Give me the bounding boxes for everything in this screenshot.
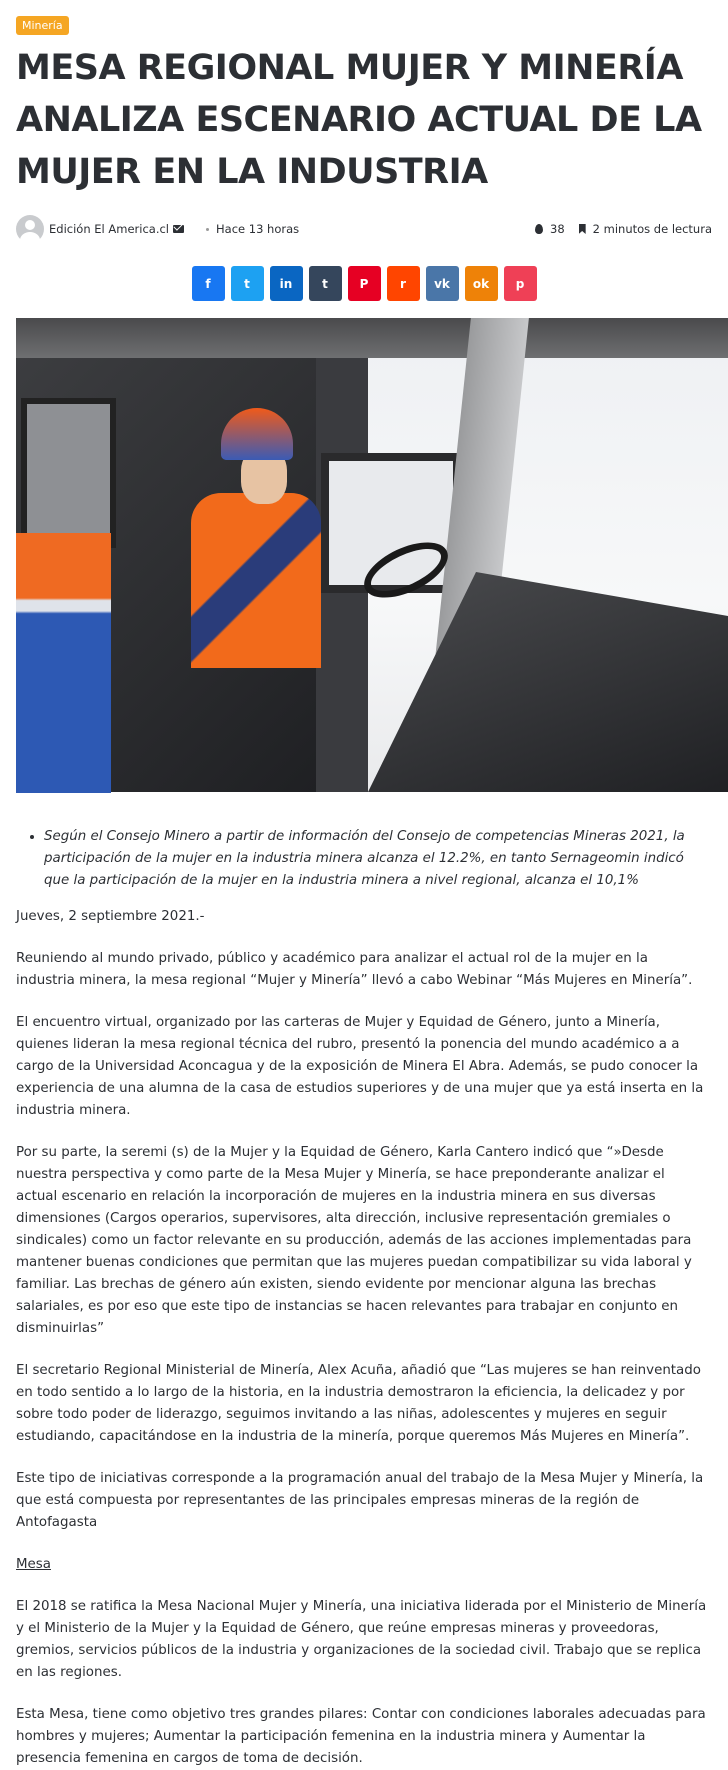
pocket-share-button[interactable] xyxy=(504,266,537,301)
article-photo xyxy=(16,318,728,792)
reddit-share-button[interactable] xyxy=(387,266,420,301)
separator-dot xyxy=(206,228,209,231)
author-link[interactable]: Edición El America.cl xyxy=(49,222,169,236)
paragraph-2: El encuentro virtual, organizado por las carteras de Mujer y Equidad de Género, junto a Minería, quienes lideran la mesa regional técnica del rubro, presentó la ponencia del mundo académico a a cargo de la Universidad Aconcagua y de la exposición de Minera El Abra. Además, se pudo conocer la experiencia de una alumna de la casa de estudios superiores y de una mujer que ya está inserta en la industria minera. xyxy=(16,1015,704,1118)
summary-list xyxy=(44,826,704,892)
flame-icon xyxy=(535,224,543,234)
bookmark-icon xyxy=(579,224,586,234)
share-bar xyxy=(16,266,712,301)
envelope-icon[interactable] xyxy=(173,225,184,233)
paragraph-5: Este tipo de iniciativas corresponde a la programación anual del trabajo de la Mesa Mujer y Minería, la que está compuesta por representantes de las principales empresas mineras de la región de Antofagasta xyxy=(16,1471,704,1530)
summary-item: • Según el Consejo Minero a partir de información del Consejo de competencias Mineras 2021, la participación de la mujer en la industria minera alcanza el 12.2%, en tanto Sernageomin indicó que la participación de la mujer en la industria minera a nivel regional, alcanza el 10,1% xyxy=(44,826,704,892)
article-title: MESA REGIONAL MUJER Y MINERÍA ANALIZA ESCENARIO ACTUAL DE LA MUJER EN LA INDUSTRIA xyxy=(16,48,702,192)
vk-icon: vk xyxy=(434,276,450,291)
paragraph-6: El 2018 se ratifica la Mesa Nacional Mujer y Minería, una iniciativa liderada por el Ministerio de Minería y el Ministerio de la Mujer y la Equidad de Género, que reúne empresas mineras y proveedoras, gremios, servicios públicos de la industria y organizaciones de la sociedad civil. Trabajo que se replica en las regiones. xyxy=(16,1599,707,1680)
facebook-icon: f xyxy=(205,276,211,291)
linkedin-share-button[interactable] xyxy=(270,266,303,301)
article-date: Jueves, 2 septiembre 2021.- xyxy=(16,909,205,924)
odnoklassniki-share-button[interactable] xyxy=(465,266,498,301)
pinterest-share-button[interactable] xyxy=(348,266,381,301)
category-badge[interactable]: Minería xyxy=(16,16,69,35)
paragraph-7: Esta Mesa, tiene como objetivo tres grandes pilares: Contar con condiciones laborales adecuadas para hombres y mujeres; Aumentar la participación femenina en la industria minera y Aumentar la presencia femenina en cargos de toma de decisión. xyxy=(16,1707,706,1766)
article-meta xyxy=(16,214,712,244)
subheading-mesa: Mesa xyxy=(16,1557,51,1572)
tumblr-share-button[interactable] xyxy=(309,266,342,301)
paragraph-3: Por su parte, la seremi (s) de la Mujer y la Equidad de Género, Karla Cantero indicó que “»Desde nuestra perspectiva y como parte de la Mesa Mujer y Minería, se hace preponderante analizar el actual escenario en relación la incorporación de mujeres en la industria minera en sus diversas dimensiones (Cargos operarios, supervisores, alta dirección, inclusive representación gremiales o sindicales) como un factor relevante en su producción, además de las acciones implementadas para mantener buenas condiciones que permitan que las mujeres puedan compatibilizar su vida laboral y familiar. Las brechas de género aún existen, siendo evidente por mencionar alguna las brechas salariales, es por eso que este tipo de instancias se hacen relevantes para trabajar en conjunto en disminuirlas” xyxy=(16,1145,692,1336)
author-avatar-icon[interactable] xyxy=(16,215,44,243)
facebook-share-button[interactable] xyxy=(192,266,225,301)
twitter-icon: t xyxy=(244,276,250,291)
tumblr-icon: t xyxy=(322,276,328,291)
twitter-share-button[interactable] xyxy=(231,266,264,301)
view-count: 38 xyxy=(550,222,565,236)
read-time: 2 minutos de lectura xyxy=(592,222,712,236)
odnoklassniki-icon: ok xyxy=(472,276,490,291)
paragraph-4: El secretario Regional Ministerial de Minería, Alex Acuña, añadió que “Las mujeres se han reinventado en todo sentido a lo largo de la historia, en la industria demostraron la eficiencia, la delicadez y por sobre todo poder de liderazgo, seguimos invitando a las niñas, adolescentes y mujeres en seguir estudiando, capacitándose en la industria de la minería, porque queremos Más Mujeres en Minería”. xyxy=(16,1363,701,1444)
pocket-icon: p xyxy=(515,276,525,291)
pinterest-icon: P xyxy=(359,276,369,291)
paragraph-1: Reuniendo al mundo privado, público y académico para analizar el actual rol de la mujer en la industria minera, la mesa regional “Mujer y Minería” llevó a cabo Webinar “Más Mujeres en Minería”. xyxy=(16,951,693,988)
vk-share-button[interactable] xyxy=(426,266,459,301)
post-time: Hace 13 horas xyxy=(216,222,300,236)
meta-stats xyxy=(535,222,712,236)
linkedin-icon: in xyxy=(279,276,293,291)
reddit-icon: r xyxy=(400,276,406,291)
